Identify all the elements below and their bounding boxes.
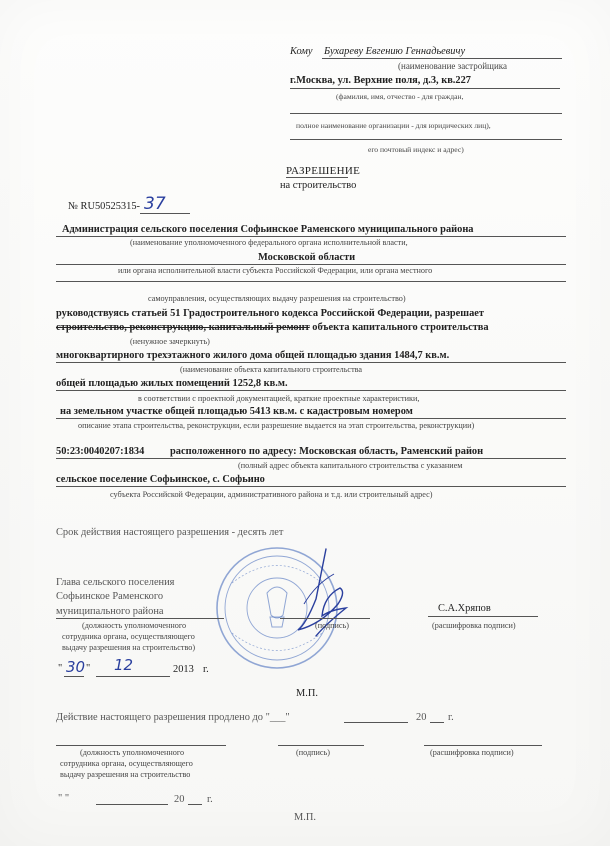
extension-year-prefix: 20 [416,712,427,723]
postal-caption: его почтовый индекс и адрес) [368,145,464,154]
date-open-quote: " [58,663,63,674]
authority-caption1: (наименование уполномоченного федерального органа исполнительной власти, [130,238,408,247]
date-month: 12 [114,656,134,674]
settlement-text: сельское поселение Софьинское, с. Софьино [56,474,265,485]
date-close-quote: " [86,663,91,674]
living-area: общей площадью жилых помещений 1252,8 кв.м. [56,378,288,389]
authority-region: Московской области [258,252,356,263]
signer-position-line2: Софьинское Раменского [56,591,164,602]
ext-date-year: 20 [174,794,185,805]
validity-text: Срок действия настоящего разрешения - десять лет [56,527,284,538]
ext-date-quotes: " " [58,793,70,804]
works-struck: строительство, реконструкцию, капитальный ремонт [56,322,310,333]
date-day: 30 [66,658,86,676]
decode-caption: (расшифровка подписи) [432,621,516,630]
date-year-suffix: г. [203,664,209,675]
cadastral-number: 50:23:0040207:1834 [56,446,145,457]
signer-position-line3: муниципального района [56,606,164,617]
ext-position-caption3: выдачу разрешения на строительство [60,770,191,779]
authority-name: Администрация сельского поселения Софьинское Раменского муниципального района [62,224,474,235]
guided-text: руководствуясь статьей 51 Градостроительного кодекса Российской Федерации, разрешает [56,308,484,319]
signer-position-line1: Глава сельского поселения [56,577,175,588]
ext-position-caption1: (должность уполномоченного [80,748,185,757]
authority-caption3: самоуправления, осуществляющих выдачу разрешения на строительство) [148,294,406,303]
works-line [56,322,489,333]
komu-label: Кому [290,46,313,57]
ext-mp-label: М.П. [294,812,316,823]
title-line2: на строительство [280,180,357,191]
extension-text: Действие настоящего разрешения продлено до "___" [56,712,290,723]
developer-caption: (наименование застройщика [398,61,508,71]
signer-position-caption1: (должность уполномоченного [82,621,187,630]
signature-caption: (подпись) [315,621,349,630]
project-caption: в соответствии с проектной документацией, краткие проектные характеристики, [138,394,420,403]
extension-year-suffix: г. [448,712,454,723]
object-text: многоквартирного трехэтажного жилого дома общей площадью здания 1484,7 кв.м. [56,350,450,361]
stage-caption: описание этапа строительства, реконструкции, если разрешение выдается на этап строительства, реконструкции) [78,421,475,430]
object-caption: (наименование объекта капитального строительства [180,365,363,374]
permit-number-handwritten: 37 [144,194,166,214]
ext-decode-caption: (расшифровка подписи) [430,748,514,757]
signer-position-caption3: выдачу разрешения на строительство) [62,643,196,652]
located-text: расположенного по адресу: Московская область, Раменский район [170,446,484,457]
signer-name: С.А.Хряпов [438,603,491,614]
date-year: 2013 [173,664,194,675]
signer-position-caption2: сотрудника органа, осуществляющего [62,632,195,641]
recipient-address: г.Москва, ул. Верхние поля, д.3, кв.227 [290,75,471,86]
ext-date-suffix: г. [207,794,213,805]
title-line1: РАЗРЕШЕНИЕ [286,165,361,177]
subject-caption: субъекта Российской Федерации, административного района и т.д. или строительный адрес) [110,490,433,499]
org-caption: полное наименование организации - для юридических лиц), [296,121,491,130]
authority-caption2: или органа исполнительной власти субъекта Российской Федерации, или органа местного [118,266,433,275]
works-rest: объекта капитального строительства [309,322,489,333]
permit-number-prefix: № RU50525315- [68,201,140,212]
ext-position-caption2: сотрудника органа, осуществляющего [60,759,193,768]
ext-signature-caption: (подпись) [296,748,330,757]
mp-stamp-label: М.П. [296,688,318,699]
full-address-caption: (полный адрес объекта капитального строительства с указанием [238,461,463,470]
unneeded-caption: (ненужное зачеркнуть) [130,337,210,346]
fio-caption: (фамилия, имя, отчество - для граждан, [336,92,464,101]
recipient-name: Бухареву Евгению Геннадьевичу [324,46,466,57]
plot-text: на земельном участке общей площадью 5413 кв.м. с кадастровым номером [60,406,413,417]
